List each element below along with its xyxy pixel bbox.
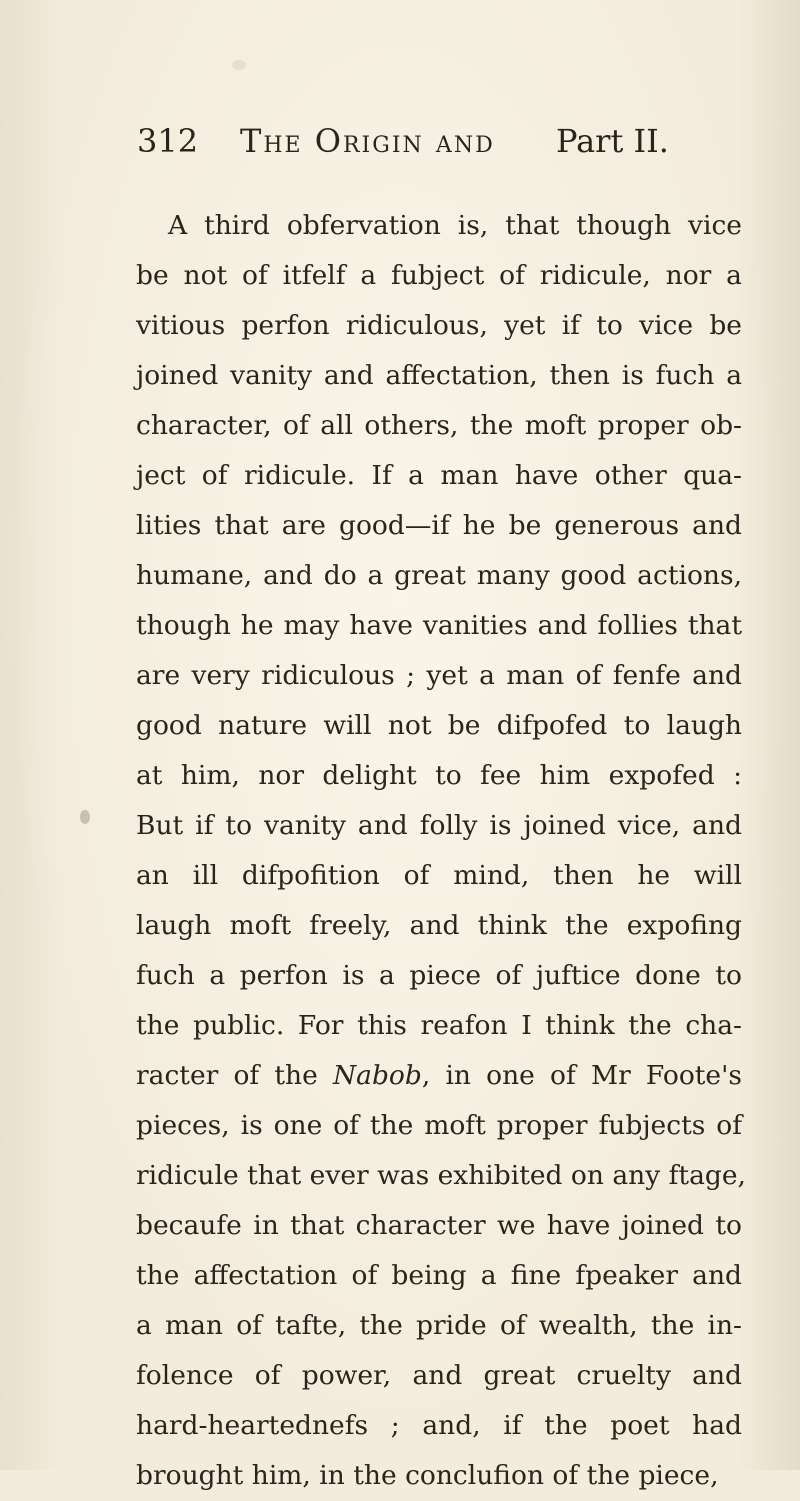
text-line: character, of all others, the moft proper ob- (136, 410, 742, 441)
italic-title: Nabob (332, 1060, 422, 1091)
text-line: becaufe in that character we have joined to (136, 1210, 742, 1241)
text-line: ridicule that ever was exhibited on any ftage, (136, 1160, 746, 1191)
page-number: 312 (137, 122, 199, 160)
text-line: though he may have vanities and follies that (136, 610, 742, 641)
text-line: a man of tafte, the pride of wealth, the in- (136, 1310, 742, 1341)
body-text (136, 201, 746, 1501)
part-label: Part II. (556, 122, 669, 160)
text-line: are very ridiculous ; yet a man of fenfe and (136, 660, 742, 691)
text-line: pieces, is one of the moft proper fubjects of (136, 1110, 742, 1141)
text-line: good nature will not be difpofed to laugh (136, 710, 742, 741)
text-line: an ill difpofition of mind, then he will (136, 860, 742, 891)
text-line: lities that are good—if he be generous and (136, 510, 742, 541)
paper-stain (80, 810, 90, 824)
text-line: brought him, in the conclufion of the piece, (136, 1460, 719, 1491)
text-line: vitious perfon ridiculous, yet if to vice be (136, 310, 742, 341)
text-line: joined vanity and affectation, then is fuch a (136, 360, 742, 391)
text-line: folence of power, and great cruelty and (136, 1360, 742, 1391)
running-title: The Origin and (240, 122, 495, 160)
text-line: A third obfervation is, that though vice (168, 210, 742, 241)
text-line: fuch a perfon is a piece of juftice done to (136, 960, 742, 991)
text-line: laugh moft freely, and think the expofing (136, 910, 742, 941)
text-line: racter of the Nabob, in one of Mr Foote's (136, 1060, 742, 1091)
paper-stain (232, 60, 246, 70)
text-line: the affectation of being a fine fpeaker and (136, 1260, 742, 1291)
text-line: the public. For this reafon I think the cha- (136, 1010, 742, 1041)
running-header (0, 122, 800, 178)
text-line: hard-heartednefs ; and, if the poet had (136, 1410, 742, 1441)
text-line: ject of ridicule. If a man have other qua- (136, 460, 742, 491)
text-line: be not of itfelf a fubject of ridicule, nor a (136, 260, 742, 291)
text-line: at him, nor delight to fee him expofed : (136, 760, 742, 791)
text-line: humane, and do a great many good actions, (136, 560, 742, 591)
text-line: But if to vanity and folly is joined vice, and (136, 810, 742, 841)
